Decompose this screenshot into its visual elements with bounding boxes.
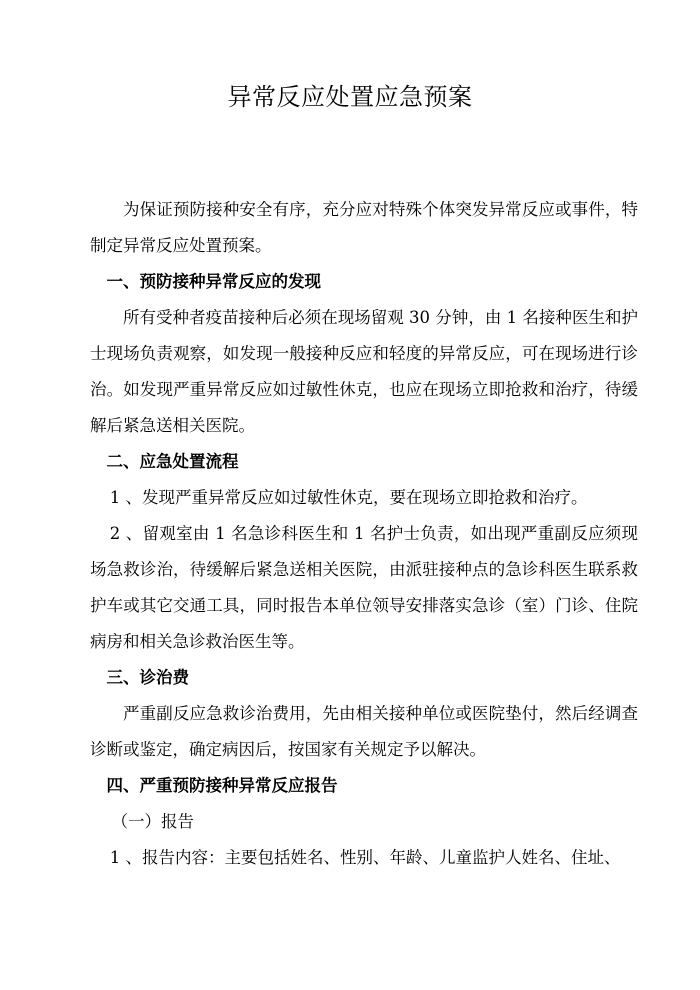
section-3-paragraph: 严重副反应急救诊治费用，先由相关接种单位或医院垫付，然后经调查诊断或鉴定，确定病因后，按国家有关规定予以解决。 [90,704,638,759]
section-2-item-2: 2 、留观室由 1 名急诊科医生和 1 名护士负责，如出现严重副反应须现场急救诊治，待缓解后紧急送相关医院，由派驻接种点的急诊科医生联系救护车或其它交通工具，同时报告本单位领导安排落实急诊（室）门诊、住院病房和相关急诊救治医生等。 [90,524,638,651]
section-1-paragraph: 所有受种者疫苗接种后必须在现场留观 30 分钟，由 1 名接种医生和护士现场负责观察，如发现一般接种反应和轻度的异常反应，可在现场进行诊治。如发现严重异常反应如过敏性休克，也应在现场立即抢救和治疗，待缓解后紧急送相关医院。 [90,308,638,435]
section-3-heading: 三、诊治费 [106,668,189,687]
document-title: 异常反应处置应急预案 [227,83,473,111]
section-2-item-1: 1 、发现严重异常反应如过敏性休克，要在现场立即抢救和治疗。 [109,488,588,507]
section-4-heading: 四、严重预防接种异常反应报告 [106,776,338,795]
section-1-heading: 一、预防接种异常反应的发现 [106,272,321,291]
document-body [90,192,638,876]
section-2-heading: 二、应急处置流程 [106,452,239,471]
intro-paragraph: 为保证预防接种安全有序，充分应对特殊个体突发异常反应或事件，特制定异常反应处置预案。 [90,200,638,255]
section-4-item-1: 1 、报告内容：主要包括姓名、性别、年龄、儿童监护人姓名、住址、 [109,848,621,867]
section-4-subheading: （一）报告 [111,812,194,831]
